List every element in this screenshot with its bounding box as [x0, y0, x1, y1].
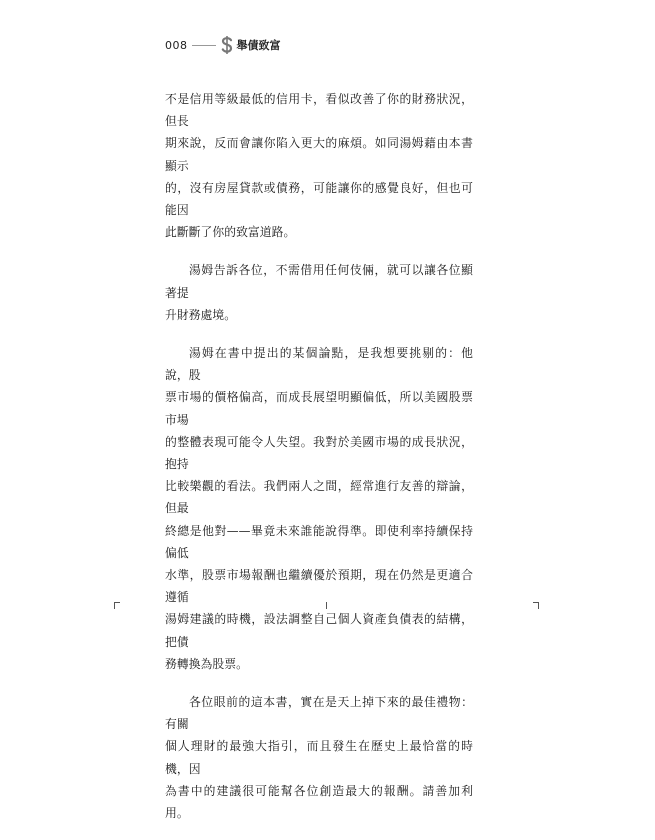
paragraph	[165, 259, 473, 326]
paragraph	[165, 342, 473, 675]
text-line: 票市場的價格偏高，而成長展望明顯偏低，所以美國股票市場	[165, 390, 473, 427]
text-line: 務轉換為股票。	[165, 656, 248, 671]
text-line: 不是信用等級最低的信用卡，看似改善了你的財務狀況，但長	[165, 92, 473, 129]
text-line: 湯姆建議的時機，設法調整自己個人資產負債表的結構，把債	[165, 612, 473, 649]
text-line: 湯姆告訴各位，不需借用任何伎倆，就可以讓各位顯著提	[165, 263, 473, 300]
paragraph	[165, 691, 473, 824]
text-line: 湯姆在書中提出的某個論點，是我想要挑剔的：他說，股	[165, 346, 473, 383]
running-header	[165, 35, 281, 55]
paragraph	[165, 88, 473, 243]
text-line: 期來說，反而會讓你陷入更大的麻煩。如同湯姆藉由本書顯示	[165, 136, 473, 173]
text-line: 各位眼前的這本書，實在是天上掉下來的最佳禮物：有關	[165, 695, 473, 732]
crop-mark-right-tick	[533, 602, 539, 603]
crop-mark-center	[326, 602, 327, 609]
dollar-sign-icon	[220, 35, 234, 55]
text-line: 的整體表現可能令人失望。我對於美國市場的成長狀況，抱持	[165, 434, 473, 472]
text-line: 的，沒有房屋貸款或債務，可能讓你的感覺良好，但也可能因	[165, 180, 473, 218]
book-title: 舉債致富	[236, 39, 281, 52]
header-rule	[192, 45, 216, 46]
page-number: 008	[165, 38, 188, 52]
text-line: 此斷斷了你的致富道路。	[165, 225, 296, 240]
text-line: 比較樂觀的看法。我們兩人之間，經常進行友善的辯論，但最	[165, 479, 473, 516]
page-body	[165, 88, 473, 840]
crop-mark-left-tick	[114, 602, 120, 603]
text-line: 終總是他對——畢竟未來誰能說得準。即使利率持續保持偏低	[165, 523, 473, 560]
crop-mark-left	[114, 602, 115, 609]
crop-mark-right	[538, 602, 539, 609]
text-line: 升財務處境。	[165, 307, 237, 322]
text-line: 為書中的建議很可能幫各位創造最大的報酬。請善加利用。	[165, 783, 473, 821]
text-line: 水準，股票市場報酬也繼續優於預期，現在仍然是更適合遵循	[165, 568, 473, 605]
text-line: 個人理財的最強大指引，而且發生在歷史上最恰當的時機，因	[165, 739, 473, 776]
